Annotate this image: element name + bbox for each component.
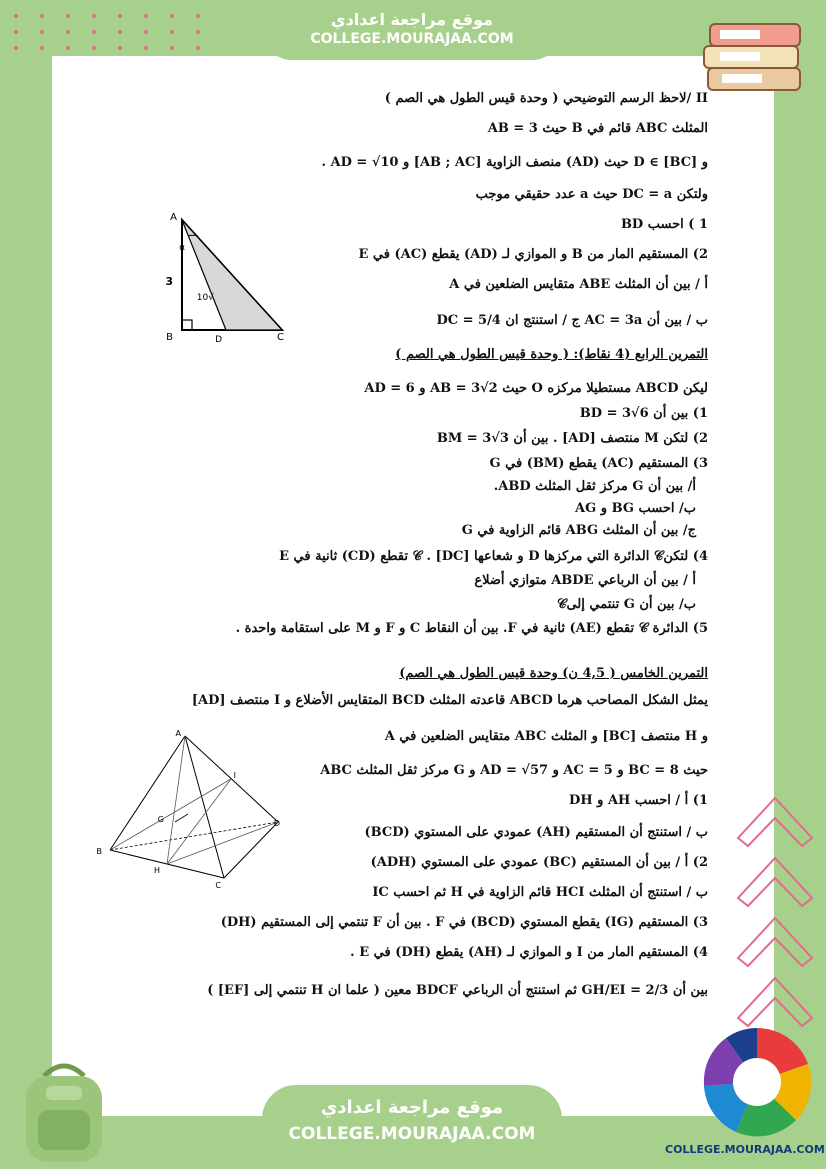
ex5-line-7: ب / استنتج أن المثلث HCI قائم الزاوية في H ثم احسب IC bbox=[372, 885, 708, 900]
ex5-line-2: و H منتصف [BC] و المثلث ABC متقايس الضلعين في A bbox=[384, 729, 708, 744]
fig2-label-h: H bbox=[153, 866, 160, 875]
fig2-label-i: I bbox=[233, 771, 236, 780]
fig1-diagonal-length: √10 bbox=[196, 293, 214, 303]
fig1-label-c: C bbox=[277, 332, 284, 343]
fig1-label-a: A bbox=[170, 212, 177, 223]
ex4-line-6: ب/ احسب BG و AG bbox=[575, 501, 696, 516]
header-arabic: موقع مراجعة اعدادي bbox=[330, 10, 494, 29]
ex4-line-5: أ/ بين أن G مركز ثقل المثلث ABD. bbox=[493, 479, 696, 494]
triangle-figure bbox=[165, 212, 305, 347]
fig1-angle: α bbox=[179, 243, 185, 253]
fig2-label-d: D bbox=[273, 819, 280, 828]
site-header[interactable] bbox=[262, 0, 562, 60]
pyramid-figure bbox=[96, 726, 300, 892]
ex5-line-8: 3) المستقيم (IG) يقطع المستوي (BCD) في F . بين أن F تنتمي إلى المستقيم (DH) bbox=[220, 915, 708, 930]
chevron-decoration-icon bbox=[730, 790, 820, 1050]
site-footer[interactable] bbox=[262, 1085, 562, 1169]
header-url[interactable]: COLLEGE.MOURAJAA.COM bbox=[310, 31, 514, 47]
part2-line-7: أ / بين أن المثلث ABE متقايس الضلعين في A bbox=[449, 277, 708, 292]
fig1-side-length: 3 bbox=[165, 275, 173, 288]
ex5-line-10: بين أن GH/EI = 2/3 ثم استنتج أن الرباعي BDCF معين ( علما ان H تنتمي إلى [EF] ) bbox=[207, 983, 708, 998]
ex4-line-4: 3) المستقيم (AC) يقطع (BM) في G bbox=[489, 456, 708, 471]
part2-line-5: 1 ) احسب BD bbox=[620, 217, 708, 232]
footer-arabic: موقع مراجعة اعدادي bbox=[320, 1097, 504, 1118]
part2-line-2: المثلث ABC قائم في B حيث AB = 3 bbox=[487, 121, 708, 136]
ex4-line-8: 4) لتكن𝒞 الدائرة التي مركزها D و شعاعها [DC] . 𝒞 تقطع (CD) ثانية في E bbox=[279, 549, 708, 564]
part2-line-8: ب / بين أن AC = 3a ج / استنتج ان DC = 5/4 bbox=[436, 313, 708, 328]
part2-line-3: و D ∈ [BC] حيث (AD) منصف الزاوية [AB ; AC] و AD = √10 . bbox=[321, 155, 708, 170]
footer-url[interactable]: COLLEGE.MOURAJAA.COM bbox=[288, 1124, 536, 1144]
ex5-title: التمرين الخامس ( 4,5 ن) وحدة قيس الطول هي الصم) bbox=[399, 666, 708, 681]
fig1-label-d: D bbox=[215, 335, 222, 345]
ex4-title: التمرين الرابع (4 نقاط): ( وحدة قيس الطول هي الصم ) bbox=[395, 347, 708, 362]
ex4-line-9: أ / بين أن الرباعي ABDE متوازي أضلاع bbox=[474, 573, 696, 588]
ex5-line-4: 1) أ / احسب AH و DH bbox=[569, 793, 708, 808]
fig2-label-c: C bbox=[215, 881, 221, 890]
fig1-label-b: B bbox=[166, 332, 173, 343]
ex5-line-6: 2) أ / بين أن المستقيم (BC) عمودي على المستوي (ADH) bbox=[370, 855, 708, 870]
site-logo-icon bbox=[696, 1024, 818, 1140]
ex4-line-7: ج/ بين أن المثلث ABG قائم الزاوية في G bbox=[461, 523, 696, 538]
ex4-line-11: 5) الدائرة 𝒞 تقطع (AE) ثانية في F. بين أن النقاط C و F و M على استقامة واحدة . bbox=[235, 621, 708, 636]
backpack-icon bbox=[14, 1056, 114, 1166]
part2-line-4: ولتكن DC = a حيث a عدد حقيقي موجب bbox=[475, 187, 708, 202]
ex5-line-3: حيث BC = 8 و AC = 5 و AD = √57 و G مركز ثقل المثلث ABC bbox=[320, 763, 708, 778]
part2-line-1: II /لاحظ الرسم التوضيحي ( وحدة قيس الطول هي الصم ) bbox=[384, 91, 708, 106]
ex4-line-3: 2) لتكن M منتصف [AD] . بين أن BM = 3√3 bbox=[436, 431, 708, 446]
ex5-line-5: ب / استنتج أن المستقيم (AH) عمودي على المستوي (BCD) bbox=[364, 825, 708, 840]
logo-url[interactable]: COLLEGE.MOURAJAA.COM bbox=[665, 1143, 825, 1156]
books-icon bbox=[700, 10, 810, 100]
part2-line-6: 2) المستقيم المار من B و الموازي لـ (AD) يقطع (AC) في E bbox=[358, 247, 708, 262]
ex5-line-1: يمثل الشكل المصاحب هرما ABCD قاعدته المثلث BCD المتقايس الأضلاع و I منتصف [AD] bbox=[191, 693, 708, 708]
ex4-line-1: ليكن ABCD مستطيلا مركزه O حيث AB = 3√2 و AD = 6 bbox=[364, 381, 708, 396]
fig2-label-a: A bbox=[175, 729, 181, 738]
ex4-line-2: 1) بين أن BD = 3√6 bbox=[579, 406, 708, 421]
fig2-label-b: B bbox=[96, 847, 102, 856]
fig2-label-g: G bbox=[157, 815, 164, 824]
ex5-line-9: 4) المستقيم المار من I و الموازي لـ (AH) يقطع (DH) في E . bbox=[350, 945, 708, 960]
ex4-line-10: ب/ بين أن G تنتمي إلى𝒞 bbox=[556, 597, 696, 612]
